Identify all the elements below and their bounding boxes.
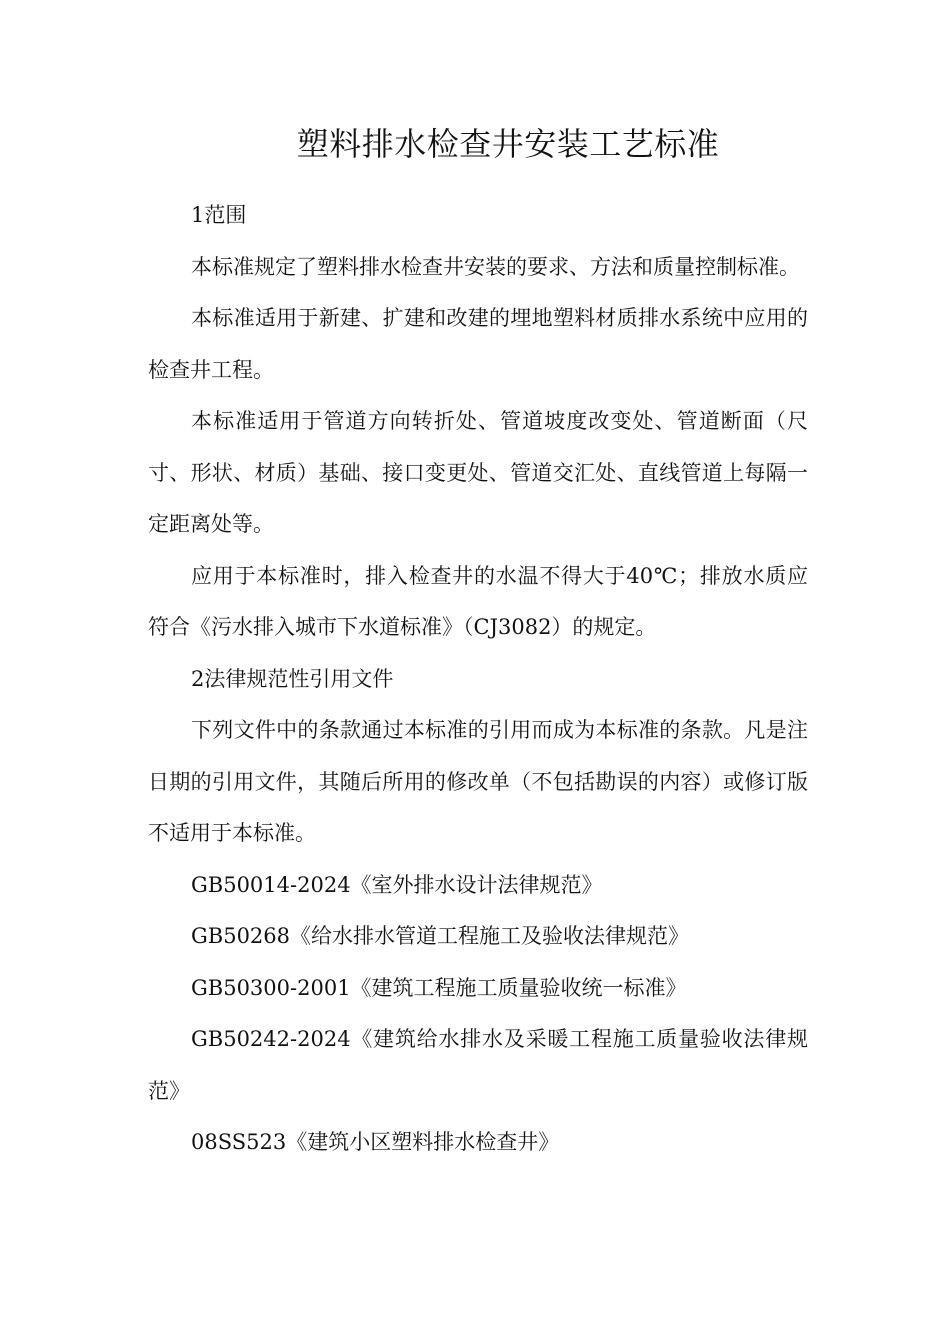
scope-paragraph-2: 本标准适用于新建、扩建和改建的埋地塑料材质排水系统中应用的检查井工程。 [148,306,808,382]
reference-item: GB50300-2001《建筑工程施工质量验收统一标准》 [191,975,687,1000]
document-title: 塑料排水检查井安装工艺标准 [296,125,720,163]
scope-paragraph-3: 本标准适用于管道方向转折处、管道坡度改变处、管道断面（尺寸、形状、材质）基础、接口变更处、管道交汇处、直线管道上每隔一定距离处等。 [148,409,808,536]
section-heading-scope: 1范围 [191,203,247,227]
reference-item: GB50242-2024《建筑给水排水及采暖工程施工质量验收法律规范》 [148,1027,808,1103]
document-body [148,190,808,1169]
scope-paragraph-4: 应用于本标准时，排入检查井的水温不得大于40℃；排放水质应符合《污水排入城市下水道标准》（CJ3082）的规定。 [148,563,808,639]
reference-item: GB50268《给水排水管道工程施工及验收法律规范》 [191,924,690,948]
reference-item: GB50014-2024《室外排水设计法律规范》 [191,872,603,897]
reference-item: 08SS523《建筑小区塑料排水检查井》 [191,1130,560,1154]
section-heading-references: 2法律规范性引用文件 [191,666,394,691]
scope-paragraph-1: 本标准规定了塑料排水检查井安装的要求、方法和质量控制标准。 [191,254,800,279]
references-intro-paragraph: 下列文件中的条款通过本标准的引用而成为本标准的条款。凡是注日期的引用文件，其随后所用的修改单（不包括勘误的内容）或修订版不适用于本标准。 [148,718,808,845]
